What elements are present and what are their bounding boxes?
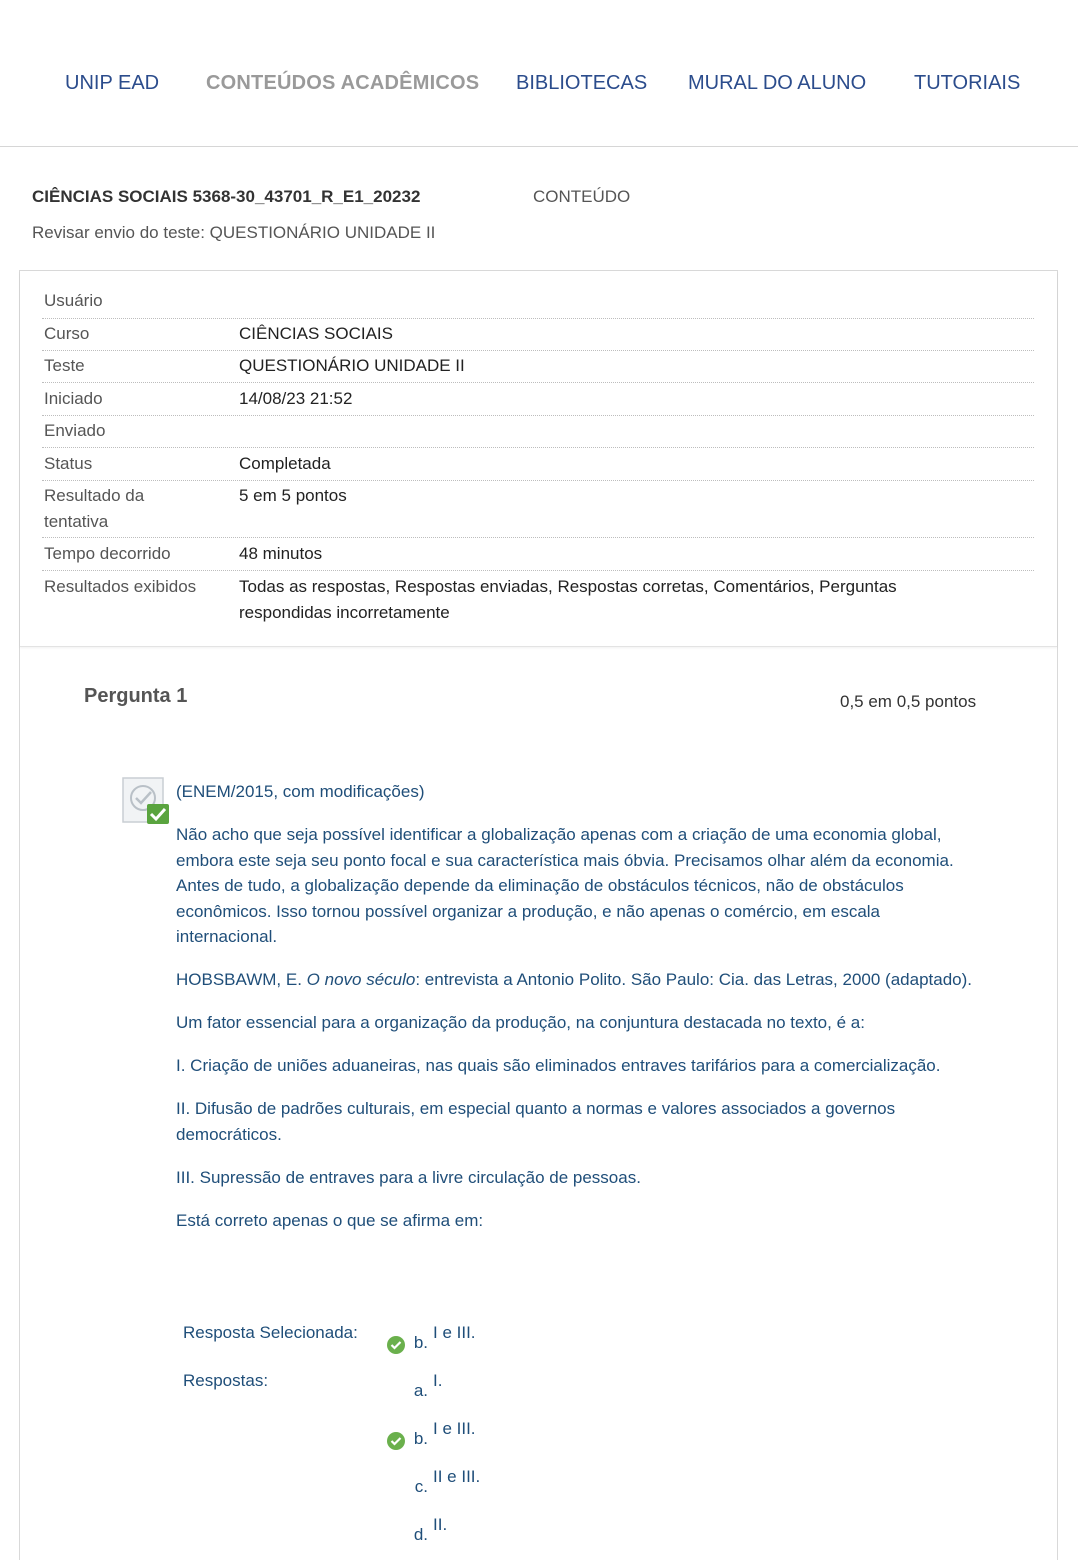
info-label: Iniciado bbox=[44, 389, 103, 408]
correct-check-icon bbox=[386, 1335, 406, 1355]
answer-option-d bbox=[413, 1515, 448, 1544]
info-label: Usuário bbox=[44, 291, 103, 310]
info-label: Tempo decorrido bbox=[44, 544, 171, 563]
nav-conteudos-academicos[interactable]: CONTEÚDOS ACADÊMICOS bbox=[206, 72, 480, 94]
ref-title: O novo século bbox=[306, 970, 416, 989]
option-letter: b. bbox=[413, 1429, 428, 1448]
info-row-curso bbox=[42, 321, 1034, 351]
option-letter: c. bbox=[414, 1477, 428, 1496]
info-value: 14/08/23 21:52 bbox=[239, 389, 353, 408]
info-row-teste bbox=[42, 353, 1034, 383]
question-title: Pergunta 1 bbox=[84, 685, 188, 707]
question-reference bbox=[176, 967, 976, 993]
nav-mural-do-aluno[interactable]: MURAL DO ALUNO bbox=[688, 72, 867, 94]
question-points: 0,5 em 0,5 pontos bbox=[840, 692, 977, 711]
attempt-info bbox=[20, 271, 1057, 647]
info-value: 5 em 5 pontos bbox=[239, 486, 347, 505]
answers-label: Respostas: bbox=[183, 1371, 269, 1390]
nav-bibliotecas[interactable]: BIBLIOTECAS bbox=[516, 72, 648, 94]
conteudo-link[interactable]: CONTEÚDO bbox=[533, 187, 631, 206]
nav-unip-ead[interactable]: UNIP EAD bbox=[65, 72, 160, 94]
info-row-iniciado bbox=[42, 386, 1034, 416]
question-prompt: Um fator essencial para a organização da produção, na conjuntura destacada no texto, é a: bbox=[176, 1013, 865, 1032]
info-label: Teste bbox=[44, 356, 85, 375]
correct-check-icon bbox=[386, 1431, 406, 1451]
info-value: QUESTIONÁRIO UNIDADE II bbox=[239, 356, 465, 375]
option-letter: d. bbox=[413, 1525, 428, 1544]
ref-rest: : entrevista a Antonio Polito. São Paulo: Cia. das Letras, 2000 (adaptado). bbox=[415, 970, 972, 989]
info-row-usuario bbox=[42, 288, 1034, 319]
nav-tutoriais[interactable]: TUTORIAIS bbox=[914, 72, 1021, 94]
statement-1: I. Criação de uniões aduaneiras, nas quais são eliminados entraves tarifários para a comercialização. bbox=[176, 1056, 941, 1075]
question-body bbox=[176, 779, 976, 1251]
info-value: CIÊNCIAS SOCIAIS bbox=[239, 324, 393, 343]
info-label: Curso bbox=[44, 324, 90, 343]
option-text: I. bbox=[433, 1371, 443, 1390]
correct-question-icon bbox=[121, 776, 171, 826]
question-ask: Está correto apenas o que se afirma em: bbox=[176, 1210, 484, 1230]
question-quote: Não acho que seja possível identificar a globalização apenas com a criação de uma economia global, embora este seja seu ponto focal e sua característica mais óbvia. Precisamos olhar além da economia. Antes de tudo, a globalização depende da eliminação de obstáculos técnicos, não de obstáculos econômicos. Isso tornou possível organizar a produção, e não apenas o comércio, em escala internacional. bbox=[176, 825, 954, 946]
info-label: Resultado da tentativa bbox=[44, 486, 145, 531]
option-text: II e III. bbox=[433, 1467, 481, 1486]
info-row-enviado bbox=[42, 418, 1034, 448]
course-title: CIÊNCIAS SOCIAIS 5368-30_43701_R_E1_20232 bbox=[32, 187, 421, 206]
info-value: 48 minutos bbox=[239, 544, 323, 563]
review-panel bbox=[19, 270, 1058, 1560]
info-row-status bbox=[42, 451, 1034, 481]
option-letter: a. bbox=[413, 1381, 428, 1400]
statement-2: II. Difusão de padrões culturais, em especial quanto a normas e valores associados a governos democráticos. bbox=[176, 1099, 896, 1144]
answer-option-a bbox=[413, 1371, 443, 1400]
option-text: I e III. bbox=[433, 1323, 476, 1342]
ref-author: HOBSBAWM, E. bbox=[176, 970, 307, 989]
info-value: Completada bbox=[239, 454, 331, 473]
top-navigation bbox=[0, 0, 1078, 147]
option-text: II. bbox=[433, 1515, 448, 1534]
info-value: Todas as respostas, Respostas enviadas, Respostas corretas, Comentários, Perguntas respondidas incorretamente bbox=[239, 577, 897, 622]
info-row-resultados-exibidos bbox=[42, 574, 1034, 628]
option-text: I e III. bbox=[433, 1419, 476, 1438]
selected-answer bbox=[413, 1323, 476, 1352]
info-label: Enviado bbox=[44, 421, 106, 440]
question-source: (ENEM/2015, com modificações) bbox=[176, 782, 425, 801]
answer-option-c bbox=[414, 1467, 481, 1496]
option-letter: b. bbox=[413, 1333, 428, 1352]
info-label: Resultados exibidos bbox=[44, 577, 197, 596]
info-label: Status bbox=[44, 454, 93, 473]
info-row-tempo bbox=[42, 541, 1034, 571]
selected-answer-label: Resposta Selecionada: bbox=[183, 1323, 358, 1342]
page-subtitle: Revisar envio do teste: QUESTIONÁRIO UNIDADE II bbox=[32, 223, 436, 242]
answer-option-b bbox=[413, 1419, 476, 1448]
info-row-resultado bbox=[42, 483, 1034, 538]
statement-3: III. Supressão de entraves para a livre circulação de pessoas. bbox=[176, 1167, 641, 1187]
